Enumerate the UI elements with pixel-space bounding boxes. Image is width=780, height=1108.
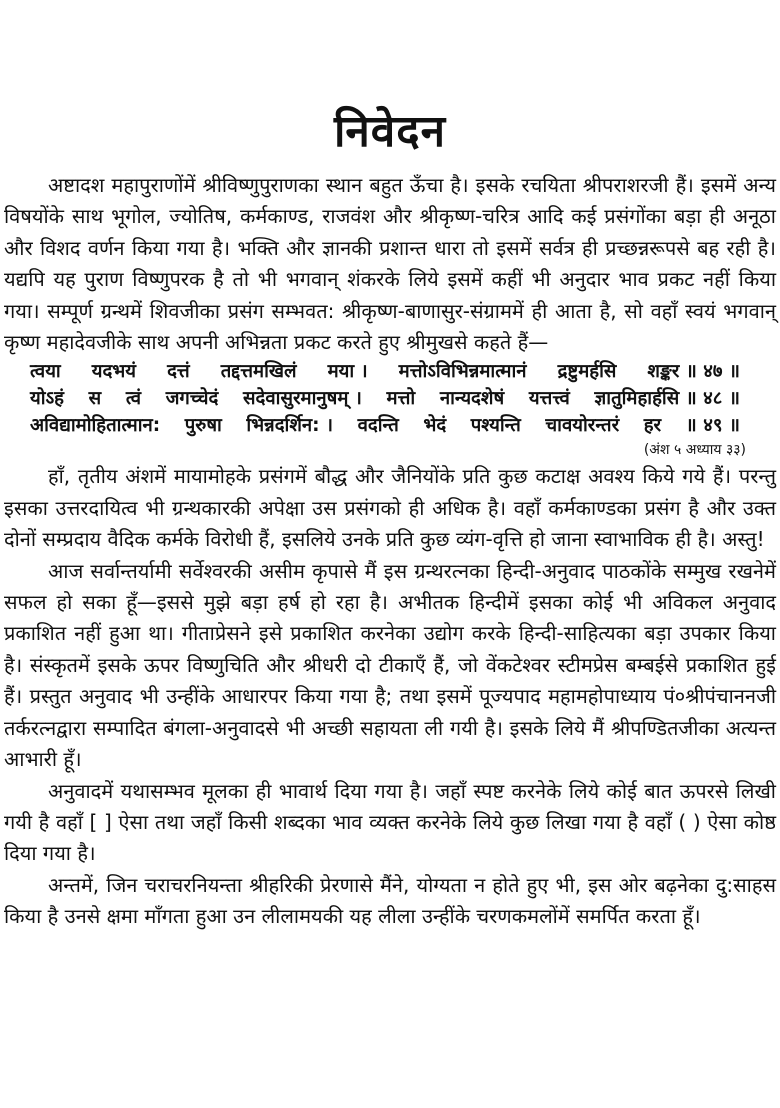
verse-word: हर (643, 415, 662, 437)
verse-word: भेदं (423, 415, 447, 437)
verse-word: तद्दत्तमखिलं (220, 361, 297, 383)
verse-47 (30, 358, 740, 385)
verse-48 (30, 385, 740, 412)
verse-word: त्वया (30, 361, 61, 383)
verse-word: यदभयं (91, 361, 137, 383)
verse-word: यत्तत्त्वं (528, 388, 570, 410)
verse-word: नान्यदशेषं (439, 388, 505, 410)
verse-word: योऽहं (30, 388, 64, 410)
sanskrit-verses (4, 358, 776, 439)
verse-word: त्वं (125, 388, 142, 410)
verse-word: द्रष्टुमर्हसि (557, 361, 617, 383)
verse-word: स (88, 388, 102, 410)
verse-word: मत्तोऽविभिन्नमात्मानं (398, 361, 527, 383)
verse-word: ज्ञातुमिहार्हसि ॥ ४८ ॥ (594, 388, 740, 410)
paragraph-criticism: हाँ, तृतीय अंशमें मायामोहके प्रसंगमें बौद्ध और जैनियोंके प्रति कुछ कटाक्ष अवश्य किये गये हैं। परन्तु इसका उत्तरदायित्व भी ग्रन्थकारकी अपेक्षा उस प्रसंगको ही अधिक है। वहाँ कर्मकाण्डका प्रसंग है और उक्त दोनों सम्प्रदाय वैदिक कर्मके विरोधी हैं, इसलिये उनके प्रति कुछ व्यंग-वृत्ति हो जाना स्वाभाविक ही है। अस्तु! (4, 464, 776, 552)
paragraph-conclusion: अन्तमें, जिन चराचरनियन्ता श्रीहरिकी प्रेरणासे मैंने, योग्यता न होते हुए भी, इस ओर बढ़नेका दु:साहस किया है उनसे क्षमा माँगता हुआ उन लीलामयकी यह लीला उन्हींके चरणकमलोंमें समर्पित करता हूँ। (4, 872, 776, 929)
verse-word: सदेवासुरमानुषम् । (243, 388, 362, 410)
verse-49 (30, 412, 740, 439)
verse-word: चावयोरन्तरं (545, 415, 620, 437)
verse-word: पश्यन्ति (470, 415, 521, 437)
paragraph-intro: अष्टादश महापुराणोंमें श्रीविष्णुपुराणका स्थान बहुत ऊँचा है। इसके रचयिता श्रीपराशरजी हैं। इसमें अन्य विषयोंके साथ भूगोल, ज्योतिष, कर्मकाण्ड, राजवंश और श्रीकृष्ण-चरित्र आदि कई प्रसंगोंका बड़ा ही अनूठा और विशद वर्णन किया गया है। भक्ति और ज्ञानकी प्रशान्त धारा तो इसमें सर्वत्र ही प्रच्छन्नरूपसे बह रही है। यद्यपि यह पुराण विष्णुपरक है तो भी भगवान् शंकरके लिये इसमें कहीं भी अनुदार भाव प्रकट नहीं किया गया। सम्पूर्ण ग्रन्थमें शिवजीका प्रसंग सम्भवत: श्रीकृष्ण-बाणासुर-संग्राममें ही आता है, सो वहाँ स्वयं भगवान् कृष्ण महादेवजीके साथ अपनी अभिन्नता प्रकट करते हुए श्रीमुखसे कहते हैं— (4, 173, 776, 355)
verse-word: पुरुषा (184, 415, 222, 437)
verse-word: शङ्कर ॥ ४७ ॥ (647, 361, 740, 383)
verse-word: दत्तं (167, 361, 190, 383)
verse-word: भिन्नदर्शिन: । (246, 415, 334, 437)
verse-word: वदन्ति (357, 415, 399, 437)
verse-word: अविद्यामोहितात्मान: (30, 415, 161, 437)
verse-word: जगच्चेदं (165, 388, 219, 410)
paragraph-method: अनुवादमें यथासम्भव मूलका ही भावार्थ दिया गया है। जहाँ स्पष्ट करनेके लिये कोई बात ऊपरसे लिखी गयी है वहाँ [ ] ऐसा तथा जहाँ किसी शब्दका भाव व्यक्त करनेके लिये कुछ लिखा गया है वहाँ ( ) ऐसा कोष्ठ दिया गया है। (4, 778, 776, 866)
paragraph-translation: आज सर्वान्तर्यामी सर्वेश्वरकी असीम कृपासे मैं इस ग्रन्थरत्नका हिन्दी-अनुवाद पाठकोंके सम्मुख रखनेमें सफल हो सका हूँ—इससे मुझे बड़ा हर्ष हो रहा है। अभीतक हिन्दीमें इसका कोई भी अविकल अनुवाद प्रकाशित नहीं हुआ था। गीताप्रेसने इसे प्रकाशित करनेका उद्योग करके हिन्दी-साहित्यका बड़ा उपकार किया है। संस्कृतमें इसके ऊपर विष्णुचिति और श्रीधरी दो टीकाएँ हैं, जो वेंकटेश्वर स्टीमप्रेस बम्बईसे प्रकाशित हुई हैं। प्रस्तुत अनुवाद भी उन्हींके आधारपर किया गया है; तथा इसमें पूज्यपाद महामहोपाध्याय पं०श्रीपंचाननजी तर्करत्नद्वारा सम्पादित बंगला-अनुवादसे भी अच्छी सहायता ली गयी है। इसके लिये मैं श्रीपण्डितजीका अत्यन्त आभारी हूँ। (4, 558, 776, 772)
verse-word: मया । (327, 361, 368, 383)
verse-word: ॥ ४९ ॥ (685, 415, 740, 437)
verse-citation: (अंश ५ अध्याय ३३) (643, 442, 746, 459)
page-title: निवेदन (333, 106, 447, 157)
verse-word: मत्तो (386, 388, 416, 410)
document-body (4, 170, 776, 933)
